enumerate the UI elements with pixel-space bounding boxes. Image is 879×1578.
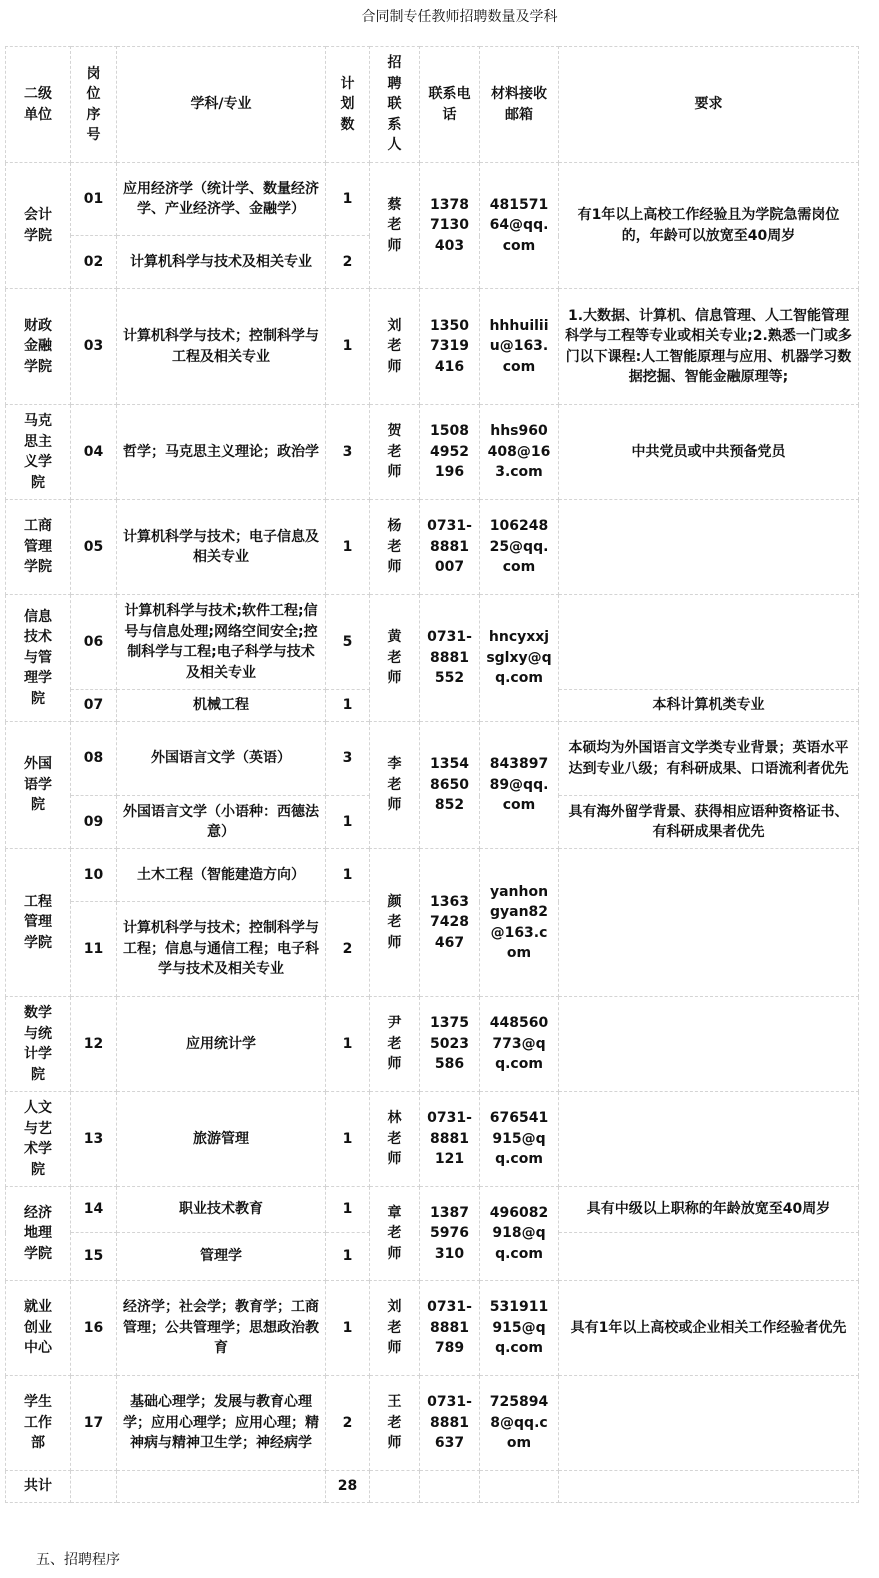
- post-no-cell: 15: [71, 1233, 117, 1281]
- subject-cell: 外国语言文学（小语种：西德法意）: [117, 796, 326, 849]
- table-row: [6, 163, 859, 236]
- post-no-cell: 13: [71, 1092, 117, 1187]
- header-post-no: 岗位序号: [71, 47, 117, 163]
- email-cell: 448560773@qq.com: [480, 997, 559, 1092]
- contact-cell: 蔡老师: [370, 163, 420, 289]
- email-cell: hncyxxjsglxy@qq.com: [480, 595, 559, 722]
- phone-cell: 13787130403: [420, 163, 480, 289]
- contact-cell: 刘老师: [370, 289, 420, 405]
- header-contact: 招聘联系人: [370, 47, 420, 163]
- document-title: 合同制专任教师招聘数量及学科: [361, 9, 558, 25]
- requirements-cell: [559, 595, 859, 690]
- unit-cell: 学生工作部: [6, 1376, 71, 1471]
- requirements-cell: [559, 1376, 859, 1471]
- email-cell: hhhuiliiu@163.com: [480, 289, 559, 405]
- subject-cell: 经济学；社会学；教育学；工商管理；公共管理学；思想政治教育: [117, 1281, 326, 1376]
- subject-cell: 哲学；马克思主义理论；政治学: [117, 405, 326, 500]
- post-no-cell: 04: [71, 405, 117, 500]
- contact-cell: 贺老师: [370, 405, 420, 500]
- phone-cell: 13755023586: [420, 997, 480, 1092]
- subject-cell: 土木工程（智能建造方向）: [117, 849, 326, 902]
- requirements-cell: [559, 849, 859, 997]
- table-row: [6, 405, 859, 500]
- subject-cell: 计算机科学与技术；控制科学与工程；信息与通信工程；电子科学与技术及相关专业: [117, 902, 326, 997]
- phone-cell: 13548650852: [420, 722, 480, 849]
- total-plan-count: 28: [326, 1471, 370, 1503]
- subject-cell: 计算机科学与技术;软件工程;信号与信息处理;网络空间安全;控制科学与工程;电子科学与技术及相关专业: [117, 595, 326, 690]
- table-row: [6, 849, 859, 902]
- plan-count-cell: 1: [326, 849, 370, 902]
- phone-cell: 15084952196: [420, 405, 480, 500]
- header-row: [6, 47, 859, 163]
- contact-cell: 杨老师: [370, 500, 420, 595]
- email-cell: yanhongyan82@163.com: [480, 849, 559, 997]
- subject-cell: 计算机科学与技术及相关专业: [117, 236, 326, 289]
- email-cell: 10624825@qq.com: [480, 500, 559, 595]
- plan-count-cell: 1: [326, 796, 370, 849]
- plan-count-cell: 2: [326, 902, 370, 997]
- section-heading: 五、招聘程序: [36, 1552, 120, 1568]
- table-row: [6, 722, 859, 796]
- plan-count-cell: 1: [326, 1092, 370, 1187]
- header-unit: 二级单位: [6, 47, 71, 163]
- requirements-cell: 具有海外留学背景、获得相应语种资格证书、有科研成果者优先: [559, 796, 859, 849]
- recruitment-table: [5, 46, 859, 1503]
- subject-cell: 机械工程: [117, 690, 326, 722]
- subject-cell: 职业技术教育: [117, 1187, 326, 1233]
- unit-cell: 数学与统计学院: [6, 997, 71, 1092]
- unit-cell: 人文与艺术学院: [6, 1092, 71, 1187]
- unit-cell: 经济地理学院: [6, 1187, 71, 1281]
- post-no-cell: 08: [71, 722, 117, 796]
- post-no-cell: 02: [71, 236, 117, 289]
- header-phone: 联系电话: [420, 47, 480, 163]
- phone-cell: 13507319416: [420, 289, 480, 405]
- post-no-cell: 01: [71, 163, 117, 236]
- phone-cell: 13875976310: [420, 1187, 480, 1281]
- contact-cell: 林老师: [370, 1092, 420, 1187]
- plan-count-cell: 2: [326, 236, 370, 289]
- contact-cell: 王老师: [370, 1376, 420, 1471]
- phone-cell: 0731-8881007: [420, 500, 480, 595]
- unit-cell: 会计学院: [6, 163, 71, 289]
- requirements-cell: 具有中级以上职称的年龄放宽至40周岁: [559, 1187, 859, 1233]
- table-row: [6, 997, 859, 1092]
- contact-cell: 颜老师: [370, 849, 420, 997]
- requirements-cell: 本科计算机类专业: [559, 690, 859, 722]
- email-cell: 7258948@qq.com: [480, 1376, 559, 1471]
- table-row: [6, 1187, 859, 1233]
- unit-cell: 工程管理学院: [6, 849, 71, 997]
- empty-cell: [420, 1471, 480, 1503]
- post-no-cell: 17: [71, 1376, 117, 1471]
- post-no-cell: 05: [71, 500, 117, 595]
- table-row: [6, 289, 859, 405]
- unit-cell: 信息技术与管理学院: [6, 595, 71, 722]
- header-plan-count: 计划数: [326, 47, 370, 163]
- subject-cell: 应用统计学: [117, 997, 326, 1092]
- post-no-cell: 16: [71, 1281, 117, 1376]
- unit-cell: 马克思主义学院: [6, 405, 71, 500]
- requirements-cell: [559, 500, 859, 595]
- plan-count-cell: 2: [326, 1376, 370, 1471]
- post-no-cell: 06: [71, 595, 117, 690]
- table-row: [6, 1092, 859, 1187]
- plan-count-cell: 1: [326, 289, 370, 405]
- post-no-cell: 10: [71, 849, 117, 902]
- total-label: 共计: [6, 1471, 71, 1503]
- unit-cell: 工商管理学院: [6, 500, 71, 595]
- total-row: [6, 1471, 859, 1503]
- requirements-cell: [559, 1092, 859, 1187]
- requirements-cell: [559, 1233, 859, 1281]
- plan-count-cell: 1: [326, 1233, 370, 1281]
- plan-count-cell: 3: [326, 722, 370, 796]
- empty-cell: [480, 1471, 559, 1503]
- post-no-cell: 11: [71, 902, 117, 997]
- email-cell: 496082918@qq.com: [480, 1187, 559, 1281]
- requirements-cell: 本硕均为外国语言文学类专业背景；英语水平达到专业八级；有科研成果、口语流利者优先: [559, 722, 859, 796]
- email-cell: hhs960408@163.com: [480, 405, 559, 500]
- plan-count-cell: 1: [326, 1281, 370, 1376]
- email-cell: 676541915@qq.com: [480, 1092, 559, 1187]
- empty-cell: [71, 1471, 117, 1503]
- unit-cell: 就业创业中心: [6, 1281, 71, 1376]
- subject-cell: 计算机科学与技术；控制科学与工程及相关专业: [117, 289, 326, 405]
- subject-cell: 管理学: [117, 1233, 326, 1281]
- phone-cell: 0731-8881552: [420, 595, 480, 722]
- table-row: [6, 500, 859, 595]
- phone-cell: 13637428467: [420, 849, 480, 997]
- plan-count-cell: 5: [326, 595, 370, 690]
- phone-cell: 0731-8881789: [420, 1281, 480, 1376]
- header-email: 材料接收邮箱: [480, 47, 559, 163]
- post-no-cell: 07: [71, 690, 117, 722]
- requirements-cell: [559, 997, 859, 1092]
- unit-cell: 财政金融学院: [6, 289, 71, 405]
- subject-cell: 外国语言文学（英语）: [117, 722, 326, 796]
- contact-cell: 章老师: [370, 1187, 420, 1281]
- table-row: [6, 1376, 859, 1471]
- plan-count-cell: 1: [326, 1187, 370, 1233]
- table-row: [6, 1281, 859, 1376]
- unit-cell: 外国语学院: [6, 722, 71, 849]
- subject-cell: 计算机科学与技术；电子信息及相关专业: [117, 500, 326, 595]
- subject-cell: 基础心理学；发展与教育心理学；应用心理学；应用心理；精神病与精神卫生学；神经病学: [117, 1376, 326, 1471]
- phone-cell: 0731-8881637: [420, 1376, 480, 1471]
- post-no-cell: 03: [71, 289, 117, 405]
- subject-cell: 旅游管理: [117, 1092, 326, 1187]
- email-cell: 84389789@qq.com: [480, 722, 559, 849]
- phone-cell: 0731-8881121: [420, 1092, 480, 1187]
- empty-cell: [559, 1471, 859, 1503]
- header-subject: 学科/专业: [117, 47, 326, 163]
- email-cell: 48157164@qq.com: [480, 163, 559, 289]
- subject-cell: 应用经济学（统计学、数量经济学、产业经济学、金融学）: [117, 163, 326, 236]
- header-requirements: 要求: [559, 47, 859, 163]
- contact-cell: 尹老师: [370, 997, 420, 1092]
- post-no-cell: 14: [71, 1187, 117, 1233]
- plan-count-cell: 1: [326, 163, 370, 236]
- empty-cell: [370, 1471, 420, 1503]
- plan-count-cell: 1: [326, 997, 370, 1092]
- table-row: [6, 595, 859, 690]
- plan-count-cell: 3: [326, 405, 370, 500]
- empty-cell: [117, 1471, 326, 1503]
- requirements-cell: 1.大数据、计算机、信息管理、人工智能管理科学与工程等专业或相关专业;2.熟悉一门或多门以下课程:人工智能原理与应用、机器学习数据挖掘、智能金融原理等;: [559, 289, 859, 405]
- requirements-cell: 具有1年以上高校或企业相关工作经验者优先: [559, 1281, 859, 1376]
- plan-count-cell: 1: [326, 690, 370, 722]
- requirements-cell: 中共党员或中共预备党员: [559, 405, 859, 500]
- contact-cell: 黄老师: [370, 595, 420, 722]
- contact-cell: 刘老师: [370, 1281, 420, 1376]
- post-no-cell: 12: [71, 997, 117, 1092]
- contact-cell: 李老师: [370, 722, 420, 849]
- requirements-cell: 有1年以上高校工作经验且为学院急需岗位的，年龄可以放宽至40周岁: [559, 163, 859, 289]
- email-cell: 531911915@qq.com: [480, 1281, 559, 1376]
- post-no-cell: 09: [71, 796, 117, 849]
- plan-count-cell: 1: [326, 500, 370, 595]
